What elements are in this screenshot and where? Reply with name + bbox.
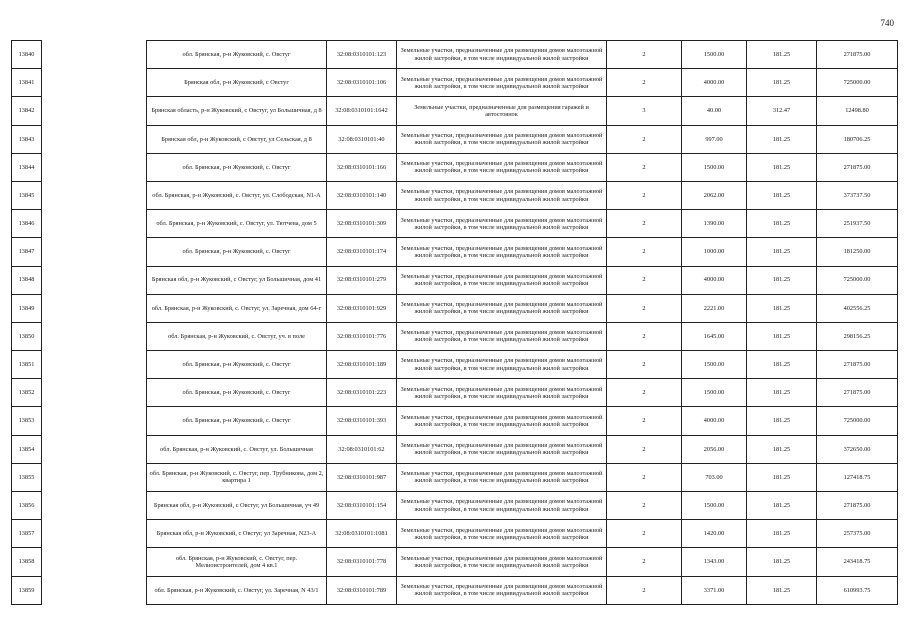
address-cell: Брянская обл, р-н Жуковский, с Овстуг, ул Большичная, уч 49 xyxy=(147,492,327,520)
specific-value-cell: 181.25 xyxy=(747,520,817,548)
land-use-cell: Земельные участки, предназначенные для размещения домов малоэтажной жилой застройки, в том числе индивидуальной жилой застройки xyxy=(397,153,607,181)
specific-value-cell: 181.25 xyxy=(747,294,817,322)
cadastral-number-cell: 32:08:0310101:106 xyxy=(327,69,397,97)
table-row xyxy=(12,238,898,266)
specific-value-cell: 181.25 xyxy=(747,181,817,209)
cadastral-number-cell: 32:08:0310101:789 xyxy=(327,576,397,604)
spacer-cell xyxy=(42,41,147,69)
table-row xyxy=(12,97,898,125)
specific-value-cell: 181.25 xyxy=(747,351,817,379)
cadastral-number-cell: 32:08:0310101:189 xyxy=(327,351,397,379)
table-row xyxy=(12,463,898,491)
land-use-cell: Земельные участки, предназначенные для размещения домов малоэтажной жилой застройки, в том числе индивидуальной жилой застройки xyxy=(397,322,607,350)
specific-value-cell: 181.25 xyxy=(747,153,817,181)
table-row xyxy=(12,435,898,463)
row-number: 13843 xyxy=(12,125,42,153)
cadastral-number-cell: 32:08:0310101:140 xyxy=(327,181,397,209)
row-number: 13853 xyxy=(12,407,42,435)
land-use-cell: Земельные участки, предназначенные для размещения гаражей и автостоянок xyxy=(397,97,607,125)
category-cell: 2 xyxy=(607,463,682,491)
area-cell: 1645.00 xyxy=(682,322,747,350)
cadastral-value-cell: 180706.25 xyxy=(817,125,898,153)
specific-value-cell: 312.47 xyxy=(747,97,817,125)
cadastral-value-cell: 725000.00 xyxy=(817,69,898,97)
cadastral-value-cell: 251937.50 xyxy=(817,210,898,238)
cadastral-number-cell: 32:08:0310101:154 xyxy=(327,492,397,520)
table-row xyxy=(12,548,898,576)
category-cell: 2 xyxy=(607,153,682,181)
category-cell: 2 xyxy=(607,69,682,97)
land-use-cell: Земельные участки, предназначенные для размещения домов малоэтажной жилой застройки, в том числе индивидуальной жилой застройки xyxy=(397,548,607,576)
address-cell: Брянская обл, р-н Жуковский, с Овстуг, ул Большичная, дом 41 xyxy=(147,266,327,294)
cadastral-number-cell: 32:08:0310101:309 xyxy=(327,210,397,238)
specific-value-cell: 181.25 xyxy=(747,407,817,435)
area-cell: 1390.00 xyxy=(682,210,747,238)
cadastral-number-cell: 32:08:0310101:223 xyxy=(327,379,397,407)
spacer-cell xyxy=(42,153,147,181)
row-number: 13841 xyxy=(12,69,42,97)
address-cell: Брянская обл, р-н Жуковский, с Овстуг, ул Заречная, N23-А xyxy=(147,520,327,548)
area-cell: 1500.00 xyxy=(682,41,747,69)
spacer-cell xyxy=(42,69,147,97)
spacer-cell xyxy=(42,548,147,576)
land-use-cell: Земельные участки, предназначенные для размещения домов малоэтажной жилой застройки, в том числе индивидуальной жилой застройки xyxy=(397,463,607,491)
table-row xyxy=(12,322,898,350)
page-number: 740 xyxy=(880,18,894,28)
address-cell: Брянская обл, р-н Жуковский, с Овстуг, ул Сельская, д 8 xyxy=(147,125,327,153)
spacer-cell xyxy=(42,492,147,520)
cadastral-number-cell: 32:08:0310101:778 xyxy=(327,548,397,576)
category-cell: 2 xyxy=(607,41,682,69)
spacer-cell xyxy=(42,351,147,379)
spacer-cell xyxy=(42,322,147,350)
area-cell: 3371.00 xyxy=(682,576,747,604)
specific-value-cell: 181.25 xyxy=(747,210,817,238)
category-cell: 2 xyxy=(607,351,682,379)
table-row xyxy=(12,181,898,209)
cadastral-value-cell: 402556.25 xyxy=(817,294,898,322)
specific-value-cell: 181.25 xyxy=(747,435,817,463)
category-cell: 2 xyxy=(607,322,682,350)
land-use-cell: Земельные участки, предназначенные для размещения домов малоэтажной жилой застройки, в том числе индивидуальной жилой застройки xyxy=(397,351,607,379)
cadastral-value-cell: 271875.00 xyxy=(817,41,898,69)
row-number: 13847 xyxy=(12,238,42,266)
area-cell: 1500.00 xyxy=(682,351,747,379)
land-use-cell: Земельные участки, предназначенные для размещения домов малоэтажной жилой застройки, в том числе индивидуальной жилой застройки xyxy=(397,181,607,209)
specific-value-cell: 181.25 xyxy=(747,69,817,97)
spacer-cell xyxy=(42,181,147,209)
table-row xyxy=(12,210,898,238)
cadastral-number-cell: 32:08:0310101:62 xyxy=(327,435,397,463)
address-cell: обл. Брянская, р-н Жуковский, с. Овстуг, ул. Заречная, N 43/1 xyxy=(147,576,327,604)
row-number: 13851 xyxy=(12,351,42,379)
address-cell: обл. Брянская, р-н Жуковский, с. Овстуг, ул. Тютчева, дом 5 xyxy=(147,210,327,238)
spacer-cell xyxy=(42,266,147,294)
cadastral-number-cell: 32:08:0310101:279 xyxy=(327,266,397,294)
row-number: 13852 xyxy=(12,379,42,407)
table-row xyxy=(12,266,898,294)
land-use-cell: Земельные участки, предназначенные для размещения домов малоэтажной жилой застройки, в том числе индивидуальной жилой застройки xyxy=(397,69,607,97)
table-row xyxy=(12,351,898,379)
address-cell: обл. Брянская, р-н Жуковский, с. Овстуг xyxy=(147,238,327,266)
address-cell: обл. Брянская, р-н Жуковский, с. Овстуг xyxy=(147,41,327,69)
cadastral-value-cell: 372650.00 xyxy=(817,435,898,463)
spacer-cell xyxy=(42,125,147,153)
table-body xyxy=(12,41,898,605)
land-use-cell: Земельные участки, предназначенные для размещения домов малоэтажной жилой застройки, в том числе индивидуальной жилой застройки xyxy=(397,238,607,266)
area-cell: 1000.00 xyxy=(682,238,747,266)
area-cell: 4000.00 xyxy=(682,266,747,294)
address-cell: обл. Брянская, р-н Жуковский, с. Овстуг, ул. Слободская, N1-А xyxy=(147,181,327,209)
cadastral-value-cell: 127418.75 xyxy=(817,463,898,491)
cadastral-number-cell: 32:08:0310101:166 xyxy=(327,153,397,181)
land-use-cell: Земельные участки, предназначенные для размещения домов малоэтажной жилой застройки, в том числе индивидуальной жилой застройки xyxy=(397,520,607,548)
specific-value-cell: 181.25 xyxy=(747,238,817,266)
table-row xyxy=(12,125,898,153)
table-row xyxy=(12,294,898,322)
category-cell: 2 xyxy=(607,407,682,435)
land-use-cell: Земельные участки, предназначенные для размещения домов малоэтажной жилой застройки, в том числе индивидуальной жилой застройки xyxy=(397,210,607,238)
row-number: 13842 xyxy=(12,97,42,125)
category-cell: 2 xyxy=(607,210,682,238)
area-cell: 703.00 xyxy=(682,463,747,491)
category-cell: 2 xyxy=(607,435,682,463)
address-cell: обл. Брянская, р-н Жуковский, с. Овстуг, ул. Большичная xyxy=(147,435,327,463)
cadastral-value-cell: 271875.00 xyxy=(817,379,898,407)
area-cell: 2221.00 xyxy=(682,294,747,322)
cadastral-number-cell: 32:08:0310101:123 xyxy=(327,41,397,69)
address-cell: обл. Брянская, р-н Жуковский, с. Овстуг xyxy=(147,379,327,407)
land-use-cell: Земельные участки, предназначенные для размещения домов малоэтажной жилой застройки, в том числе индивидуальной жилой застройки xyxy=(397,435,607,463)
specific-value-cell: 181.25 xyxy=(747,576,817,604)
row-number: 13856 xyxy=(12,492,42,520)
table-row xyxy=(12,41,898,69)
row-number: 13845 xyxy=(12,181,42,209)
land-use-cell: Земельные участки, предназначенные для размещения домов малоэтажной жилой застройки, в том числе индивидуальной жилой застройки xyxy=(397,294,607,322)
table-row xyxy=(12,379,898,407)
cadastral-value-cell: 373737.50 xyxy=(817,181,898,209)
table-row xyxy=(12,520,898,548)
category-cell: 2 xyxy=(607,492,682,520)
cadastral-number-cell: 32:08:0310101:776 xyxy=(327,322,397,350)
area-cell: 4000.00 xyxy=(682,69,747,97)
spacer-cell xyxy=(42,210,147,238)
cadastral-number-cell: 32:08:0310101:174 xyxy=(327,238,397,266)
cadastral-number-cell: 32:08:0310101:987 xyxy=(327,463,397,491)
area-cell: 997.00 xyxy=(682,125,747,153)
table-row xyxy=(12,492,898,520)
specific-value-cell: 181.25 xyxy=(747,41,817,69)
cadastral-value-cell: 725000.00 xyxy=(817,266,898,294)
spacer-cell xyxy=(42,407,147,435)
spacer-cell xyxy=(42,463,147,491)
cadastral-number-cell: 32:08:0310101:929 xyxy=(327,294,397,322)
specific-value-cell: 181.25 xyxy=(747,125,817,153)
address-cell: обл. Брянская, р-н Жуковский, с. Овстуг, пер. Мелиоистроителей, дом 4 кв.1 xyxy=(147,548,327,576)
address-cell: Брянская обл, р-н Жуковский, с Овстуг xyxy=(147,69,327,97)
address-cell: Брянская область, р-н Жуковский, с Овстуг, ул Большичная, д 8 xyxy=(147,97,327,125)
cadastral-value-cell: 271875.00 xyxy=(817,153,898,181)
row-number: 13857 xyxy=(12,520,42,548)
row-number: 13859 xyxy=(12,576,42,604)
category-cell: 2 xyxy=(607,125,682,153)
land-use-cell: Земельные участки, предназначенные для размещения домов малоэтажной жилой застройки, в том числе индивидуальной жилой застройки xyxy=(397,407,607,435)
category-cell: 3 xyxy=(607,97,682,125)
cadastral-number-cell: 32:08:0310101:1642 xyxy=(327,97,397,125)
specific-value-cell: 181.25 xyxy=(747,322,817,350)
specific-value-cell: 181.25 xyxy=(747,266,817,294)
address-cell: обл. Брянская, р-н Жуковский, с. Овстуг, ул. Заречная, дом 64-г xyxy=(147,294,327,322)
address-cell: обл. Брянская, р-н Жуковский, с. Овстуг, пер. Трубникова, дом 2, квартира 1 xyxy=(147,463,327,491)
spacer-cell xyxy=(42,294,147,322)
category-cell: 2 xyxy=(607,576,682,604)
row-number: 13855 xyxy=(12,463,42,491)
area-cell: 1500.00 xyxy=(682,153,747,181)
table-row xyxy=(12,576,898,604)
area-cell: 1420.00 xyxy=(682,520,747,548)
address-cell: обл. Брянская, р-н Жуковский, с. Овстуг xyxy=(147,153,327,181)
cadastral-number-cell: 32:08:0310101:393 xyxy=(327,407,397,435)
specific-value-cell: 181.25 xyxy=(747,379,817,407)
category-cell: 2 xyxy=(607,238,682,266)
land-use-cell: Земельные участки, предназначенные для размещения домов малоэтажной жилой застройки, в том числе индивидуальной жилой застройки xyxy=(397,266,607,294)
row-number: 13850 xyxy=(12,322,42,350)
spacer-cell xyxy=(42,435,147,463)
area-cell: 2062.00 xyxy=(682,181,747,209)
cadastral-value-cell: 725000.00 xyxy=(817,407,898,435)
specific-value-cell: 181.25 xyxy=(747,548,817,576)
spacer-cell xyxy=(42,97,147,125)
specific-value-cell: 181.25 xyxy=(747,492,817,520)
address-cell: обл. Брянская, р-н Жуковский, с. Овстуг, уч. в поле xyxy=(147,322,327,350)
row-number: 13854 xyxy=(12,435,42,463)
land-use-cell: Земельные участки, предназначенные для размещения домов малоэтажной жилой застройки, в том числе индивидуальной жилой застройки xyxy=(397,379,607,407)
area-cell: 1500.00 xyxy=(682,379,747,407)
cadastral-value-cell: 298156.25 xyxy=(817,322,898,350)
land-use-cell: Земельные участки, предназначенные для размещения домов малоэтажной жилой застройки, в том числе индивидуальной жилой застройки xyxy=(397,576,607,604)
cadastral-value-table xyxy=(11,40,898,605)
cadastral-number-cell: 32:08:0310101:40 xyxy=(327,125,397,153)
spacer-cell xyxy=(42,238,147,266)
row-number: 13846 xyxy=(12,210,42,238)
row-number: 13858 xyxy=(12,548,42,576)
cadastral-value-cell: 181250.00 xyxy=(817,238,898,266)
address-cell: обл. Брянская, р-н Жуковский, с. Овстуг xyxy=(147,407,327,435)
row-number: 13848 xyxy=(12,266,42,294)
specific-value-cell: 181.25 xyxy=(747,463,817,491)
spacer-cell xyxy=(42,520,147,548)
spacer-cell xyxy=(42,576,147,604)
cadastral-number-cell: 32:08:0310101:1081 xyxy=(327,520,397,548)
cadastral-value-cell: 12498.80 xyxy=(817,97,898,125)
cadastral-value-cell: 610993.75 xyxy=(817,576,898,604)
row-number: 13849 xyxy=(12,294,42,322)
category-cell: 2 xyxy=(607,379,682,407)
category-cell: 2 xyxy=(607,548,682,576)
table-row xyxy=(12,153,898,181)
area-cell: 2056.00 xyxy=(682,435,747,463)
category-cell: 2 xyxy=(607,520,682,548)
area-cell: 40.00 xyxy=(682,97,747,125)
spacer-cell xyxy=(42,379,147,407)
cadastral-value-cell: 271875.00 xyxy=(817,351,898,379)
category-cell: 2 xyxy=(607,294,682,322)
row-number: 13840 xyxy=(12,41,42,69)
land-use-cell: Земельные участки, предназначенные для размещения домов малоэтажной жилой застройки, в том числе индивидуальной жилой застройки xyxy=(397,41,607,69)
area-cell: 4000.00 xyxy=(682,407,747,435)
land-use-cell: Земельные участки, предназначенные для размещения домов малоэтажной жилой застройки, в том числе индивидуальной жилой застройки xyxy=(397,492,607,520)
category-cell: 2 xyxy=(607,181,682,209)
category-cell: 2 xyxy=(607,266,682,294)
table-row xyxy=(12,407,898,435)
cadastral-value-cell: 243418.75 xyxy=(817,548,898,576)
cadastral-value-cell: 271875.00 xyxy=(817,492,898,520)
cadastral-value-cell: 257375.00 xyxy=(817,520,898,548)
table-row xyxy=(12,69,898,97)
area-cell: 1500.00 xyxy=(682,492,747,520)
address-cell: обл. Брянская, р-н Жуковский, с. Овстуг xyxy=(147,351,327,379)
row-number: 13844 xyxy=(12,153,42,181)
area-cell: 1343.00 xyxy=(682,548,747,576)
land-use-cell: Земельные участки, предназначенные для размещения домов малоэтажной жилой застройки, в том числе индивидуальной жилой застройки xyxy=(397,125,607,153)
